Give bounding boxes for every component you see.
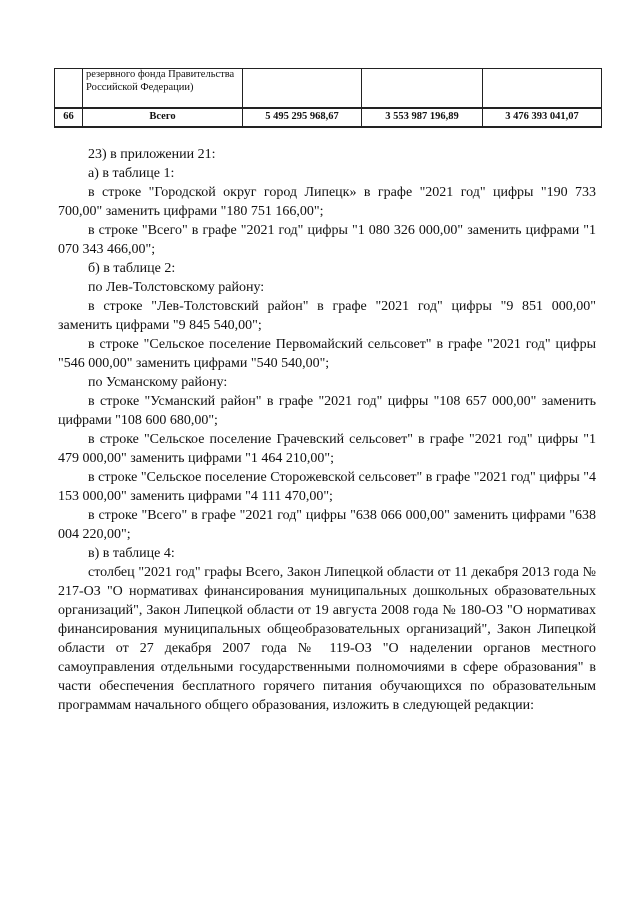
paragraph: по Лев-Толстовскому району: [88,280,265,295]
cell-value: 3 553 987 196,89 [362,108,483,127]
paragraph: в строке "Городской округ город Липецк» в графе "2021 год" цифры "190 733 700,00" заменить цифрами "180 751 166,00"; [58,185,596,219]
paragraph: в строке "Сельское поселение Грачевский сельсовет" в графе "2021 год" цифры "1 479 000,00" заменить цифрами "1 464 210,00"; [58,432,596,466]
paragraph: в строке "Всего" в графе "2021 год" цифры "638 066 000,00" заменить цифрами "638 004 220,00"; [58,508,596,542]
paragraph: б) в таблице 2: [88,261,176,276]
paragraph: в строке "Усманский район" в графе "2021 год" цифры "108 657 000,00" заменить цифрами "108 600 680,00"; [58,394,596,428]
table-row-total [55,108,602,127]
table-row [55,69,602,109]
cell-value: 3 476 393 041,07 [483,108,602,127]
cell-name: резервного фонда Правительства Российской Федерации) [83,69,243,109]
cell-value: 5 495 295 968,67 [243,108,362,127]
budget-table [54,68,602,128]
paragraph: в строке "Сельское поселение Сторожевской сельсовет" в графе "2021 год" цифры "4 153 000,00" заменить цифрами "4 111 470,00"; [58,470,596,504]
cell-value [362,69,483,109]
cell-value [243,69,362,109]
cell-num [55,69,83,109]
paragraph: а) в таблице 1: [88,166,175,181]
paragraph: 23) в приложении 21: [88,147,216,162]
paragraph: в строке "Сельское поселение Первомайский сельсовет" в графе "2021 год" цифры "546 000,00" заменить цифрами "540 540,00"; [58,337,596,371]
cell-value [483,69,602,109]
paragraph: столбец "2021 год" графы Всего, Закон Липецкой области от 11 декабря 2013 года № 217-ОЗ "О нормативах финансирования муниципальных дошкольных образовательных организаций", Закон Липецкой области от 19 августа 2008 года № 180-ОЗ "О нормативах финансирования муниципальных общеобразовательных организаций", Закон Липецкой области от 27 декабря 2007 года № 119-ОЗ "О наделении органов местного самоуправления отдельными государственными полномочиями в сфере образования" в части обеспечения бесплатного горячего питания обучающихся по образовательным программам начального общего образования, изложить в следующей редакции: [58,565,596,713]
cell-num: 66 [55,108,83,127]
paragraph: в строке "Лев-Толстовский район" в графе "2021 год" цифры "9 851 000,00" заменить цифрами "9 845 540,00"; [58,299,596,333]
amendments-text [58,145,596,715]
paragraph: по Усманскому району: [88,375,228,390]
paragraph: в строке "Всего" в графе "2021 год" цифры "1 080 326 000,00" заменить цифрами "1 070 343 466,00"; [58,223,596,257]
cell-name: Всего [83,108,243,127]
paragraph: в) в таблице 4: [88,546,175,561]
